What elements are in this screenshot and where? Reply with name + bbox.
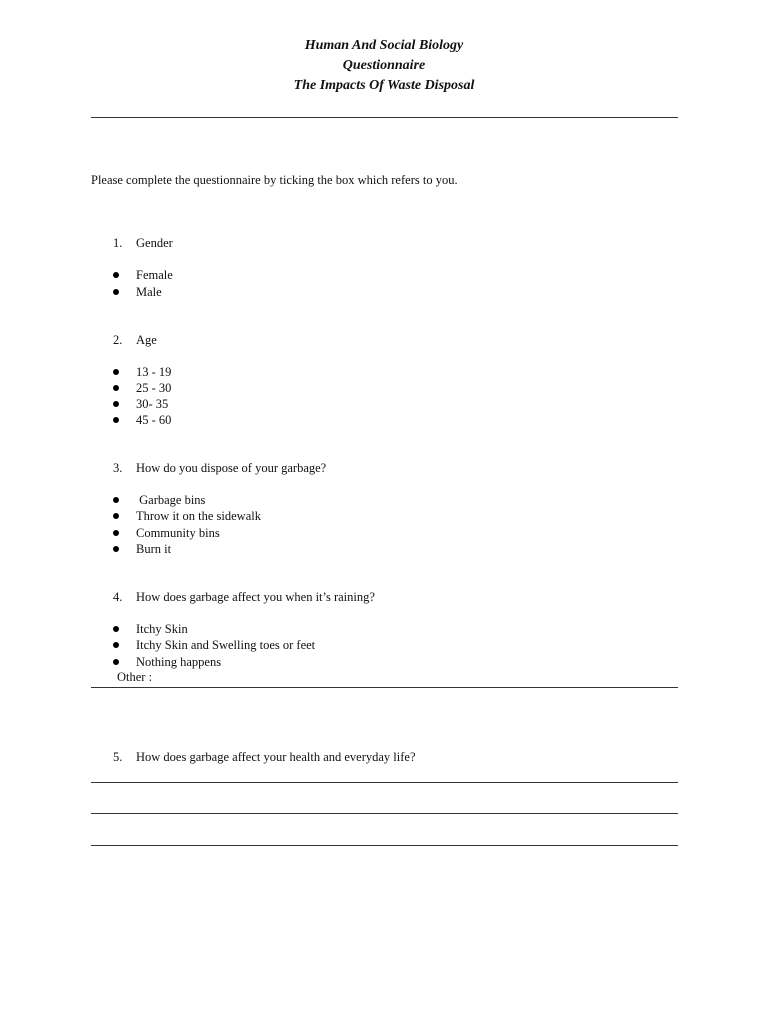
- answer-line[interactable]: [91, 813, 678, 814]
- bullet-icon[interactable]: [113, 497, 119, 503]
- bullet-icon[interactable]: [113, 546, 119, 552]
- option-age-13-19: 13 - 19: [136, 365, 172, 379]
- header-divider: [91, 117, 678, 118]
- document-topic: The Impacts Of Waste Disposal: [293, 78, 475, 93]
- option-nothing-happens: Nothing happens: [136, 655, 222, 669]
- question-1-text: Gender: [136, 236, 173, 250]
- question-number: 1.: [113, 236, 123, 250]
- option-itchy-skin: Itchy Skin: [136, 622, 188, 636]
- option-itchy-swelling: Itchy Skin and Swelling toes or feet: [136, 638, 316, 652]
- option-community-bins: Community bins: [136, 526, 220, 540]
- option-female: Female: [136, 268, 173, 282]
- document-subtitle: Questionnaire: [342, 58, 426, 73]
- bullet-icon[interactable]: [113, 369, 119, 375]
- option-garbage-bins: Garbage bins: [136, 493, 206, 507]
- question-number: 3.: [113, 461, 123, 475]
- bullet-icon[interactable]: [113, 272, 119, 278]
- option-male: Male: [136, 285, 162, 299]
- other-label: Other :: [117, 670, 153, 684]
- question-4-text: How does garbage affect you when it’s raining?: [136, 590, 375, 604]
- bullet-icon[interactable]: [113, 626, 119, 632]
- bullet-icon[interactable]: [113, 642, 119, 648]
- other-answer-line[interactable]: [91, 687, 678, 688]
- bullet-icon[interactable]: [113, 401, 119, 407]
- bullet-icon[interactable]: [113, 385, 119, 391]
- instructions-text: Please complete the questionnaire by ticking the box which refers to you.: [91, 173, 458, 187]
- option-age-25-30: 25 - 30: [136, 381, 172, 395]
- bullet-icon[interactable]: [113, 417, 119, 423]
- question-number: 5.: [113, 750, 123, 764]
- bullet-icon[interactable]: [113, 530, 119, 536]
- option-burn-it: Burn it: [136, 542, 172, 556]
- question-2-text: Age: [136, 333, 157, 347]
- bullet-icon[interactable]: [113, 289, 119, 295]
- bullet-icon[interactable]: [113, 513, 119, 519]
- option-throw-sidewalk: Throw it on the sidewalk: [136, 509, 261, 523]
- question-3-text: How do you dispose of your garbage?: [136, 461, 327, 475]
- document-title: Human And Social Biology: [304, 38, 464, 53]
- answer-line[interactable]: [91, 845, 678, 846]
- option-age-45-60: 45 - 60: [136, 413, 172, 427]
- question-number: 2.: [113, 333, 123, 347]
- question-number: 4.: [113, 590, 123, 604]
- answer-line[interactable]: [91, 782, 678, 783]
- bullet-icon[interactable]: [113, 659, 119, 665]
- question-5-text: How does garbage affect your health and everyday life?: [136, 750, 416, 764]
- option-age-30-35: 30- 35: [136, 397, 169, 411]
